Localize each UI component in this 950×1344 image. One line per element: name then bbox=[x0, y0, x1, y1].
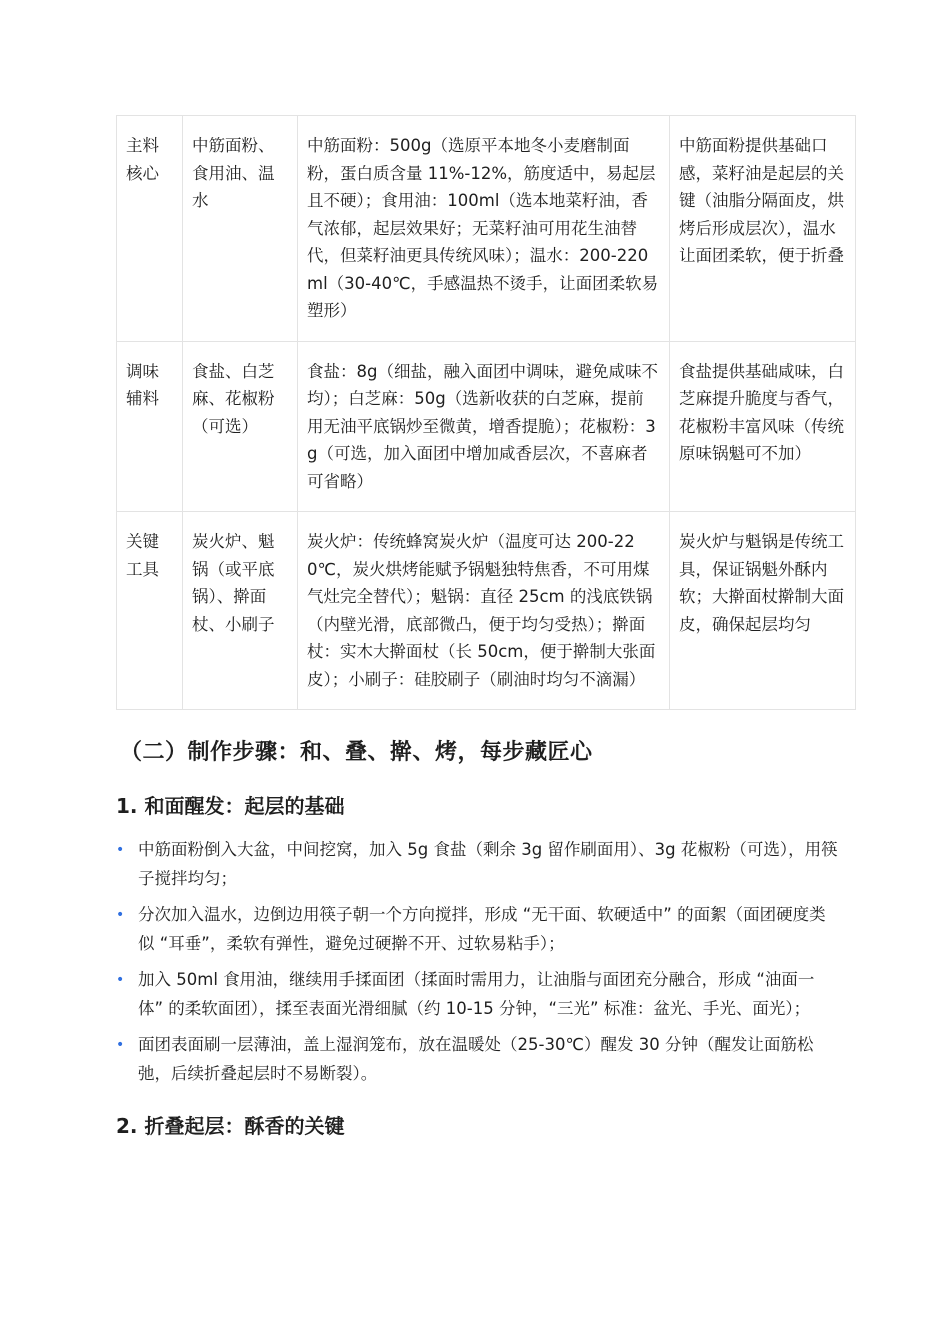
table-row bbox=[117, 512, 856, 710]
table-cell-details: 炭火炉：传统蜂窝炭火炉（温度可达 200-220℃，炭火烘烤能赋予锅魁独特焦香，不可用煤气灶完全替代）；魁锅：直径 25cm 的浅底铁锅（内壁光滑，底部微凸，便于均匀受热）；擀面杖：实木大擀面杖（长 50cm，便于擀制大张面皮）；小刷子：硅胶刷子（刷油时均匀不滴漏） bbox=[298, 512, 670, 710]
step-2-heading: 2. 折叠起层：酥香的关键 bbox=[116, 1114, 345, 1138]
list-item bbox=[116, 966, 838, 1023]
ingredients-table bbox=[116, 115, 856, 710]
document-page bbox=[116, 115, 855, 1140]
table-cell-details: 食盐：8g（细盐，融入面团中调味，避免咸味不均）；白芝麻：50g（选新收获的白芝麻，提前用无油平底锅炒至微黄，增香提脆）；花椒粉：3g（可选，加入面团中增加咸香层次，不喜麻者可省略） bbox=[298, 341, 670, 512]
table-cell-purpose: 炭火炉与魁锅是传统工具，保证锅魁外酥内软；大擀面杖擀制大面皮，确保起层均匀 bbox=[670, 512, 856, 710]
table-row bbox=[117, 341, 856, 512]
section-heading: （二）制作步骤：和、叠、擀、烤，每步藏匠心 bbox=[120, 740, 593, 765]
table-row bbox=[117, 116, 856, 342]
table-cell-purpose: 中筋面粉提供基础口感，菜籽油是起层的关键（油脂分隔面皮，烘烤后形成层次），温水让面团柔软，便于折叠 bbox=[670, 116, 856, 342]
table-cell-category: 关键工具 bbox=[117, 512, 183, 710]
table-cell-purpose: 食盐提供基础咸味，白芝麻提升脆度与香气，花椒粉丰富风味（传统原味锅魁可不加） bbox=[670, 341, 856, 512]
table-cell-items: 炭火炉、魁锅（或平底锅）、擀面杖、小刷子 bbox=[183, 512, 298, 710]
bullet-icon: • bbox=[116, 907, 125, 923]
step-1-list bbox=[116, 836, 855, 1088]
table-cell-category: 主料核心 bbox=[117, 116, 183, 342]
bullet-icon: • bbox=[116, 1037, 125, 1053]
table-cell-category: 调味辅料 bbox=[117, 341, 183, 512]
list-item-text: 分次加入温水，边倒边用筷子朝一个方向搅拌，形成 “无干面、软硬适中” 的面絮（面团硬度类似 “耳垂”，柔软有弹性，避免过硬擀不开、过软易粘手）； bbox=[138, 905, 826, 953]
table-cell-items: 中筋面粉、食用油、温水 bbox=[183, 116, 298, 342]
list-item-text: 中筋面粉倒入大盆，中间挖窝，加入 5g 食盐（剩余 3g 留作刷面用）、3g 花椒粉（可选），用筷子搅拌均匀； bbox=[138, 840, 838, 888]
bullet-icon: • bbox=[116, 972, 125, 988]
list-item bbox=[116, 901, 838, 958]
list-item bbox=[116, 1031, 838, 1088]
bullet-icon: • bbox=[116, 842, 125, 858]
step-1-heading: 1. 和面醒发：起层的基础 bbox=[116, 794, 345, 818]
list-item bbox=[116, 836, 838, 893]
table-cell-details: 中筋面粉：500g（选原平本地冬小麦磨制面粉，蛋白质含量 11%-12%，筋度适中，易起层且不硬）；食用油：100ml（选本地菜籽油，香气浓郁，起层效果好；无菜籽油可用花生油替代，但菜籽油更具传统风味）；温水：200-220ml（30-40℃，手感温热不烫手，让面团柔软易塑形） bbox=[298, 116, 670, 342]
table-cell-items: 食盐、白芝麻、花椒粉（可选） bbox=[183, 341, 298, 512]
list-item-text: 面团表面刷一层薄油，盖上湿润笼布，放在温暖处（25-30℃）醒发 30 分钟（醒发让面筋松弛，后续折叠起层时不易断裂）。 bbox=[138, 1035, 814, 1083]
list-item-text: 加入 50ml 食用油，继续用手揉面团（揉面时需用力，让油脂与面团充分融合，形成 “油面一体” 的柔软面团），揉至表面光滑细腻（约 10-15 分钟，“三光” 标准：盆光、手光、面光）； bbox=[138, 970, 815, 1018]
